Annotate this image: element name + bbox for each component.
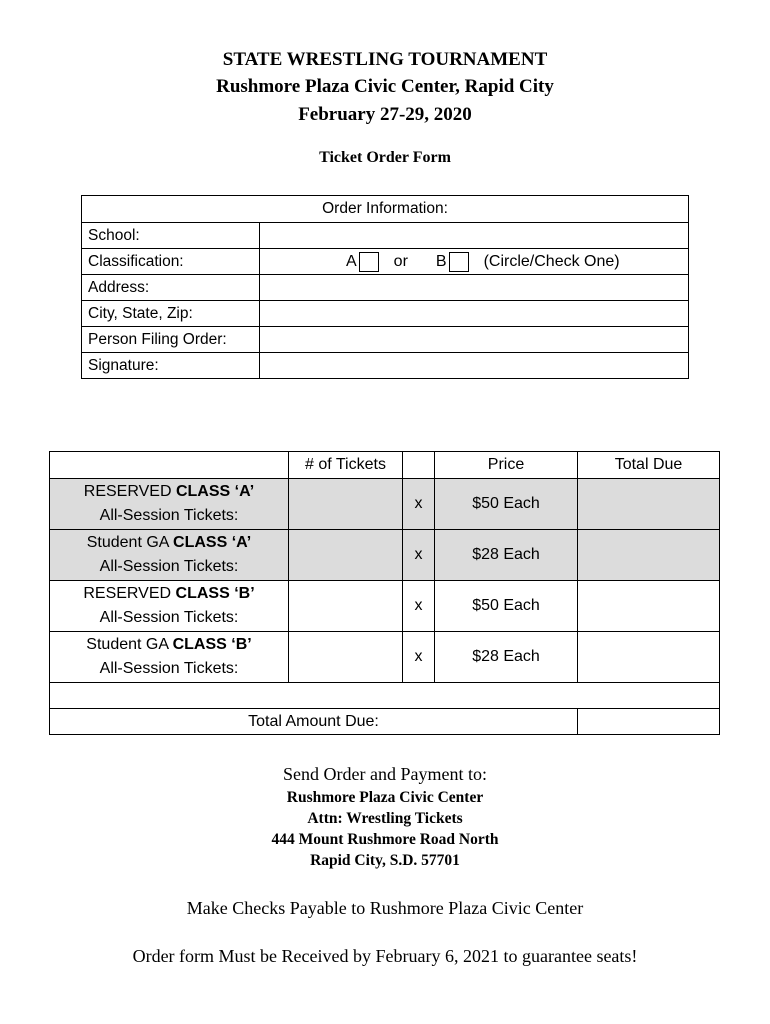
total-amount-row xyxy=(50,708,719,734)
address-row xyxy=(82,274,688,300)
address-line-3: 444 Mount Rushmore Road North xyxy=(271,831,499,848)
classification-row xyxy=(82,248,688,274)
ticket-row-student-a xyxy=(50,529,719,580)
ticket-session: All-Session Tickets: xyxy=(99,507,239,524)
ticket-class: CLASS ‘B’ xyxy=(172,636,252,653)
header-mult-blank xyxy=(403,452,435,478)
multiply-sign: x xyxy=(403,479,435,529)
order-info-title: Order Information: xyxy=(322,200,448,217)
school-field[interactable] xyxy=(260,223,688,248)
city-state-zip-field[interactable] xyxy=(260,301,688,326)
multiply-sign: x xyxy=(403,581,435,631)
person-filing-field[interactable] xyxy=(260,327,688,352)
order-info-title-row xyxy=(82,196,688,222)
form-title: Ticket Order Form xyxy=(319,149,451,166)
num-tickets-field[interactable] xyxy=(289,632,403,682)
ticket-type: RESERVED xyxy=(83,585,176,602)
ticket-class: CLASS ‘A’ xyxy=(175,483,255,500)
header-blank xyxy=(50,452,289,478)
ticket-label xyxy=(50,479,289,529)
ticket-type: Student GA xyxy=(86,636,173,653)
circle-check-note: (Circle/Check One) xyxy=(483,252,620,270)
address-label: Address: xyxy=(82,275,260,300)
num-tickets-field[interactable] xyxy=(289,581,403,631)
signature-field[interactable] xyxy=(260,353,688,378)
title-line-2: Rushmore Plaza Civic Center, Rapid City xyxy=(216,76,554,97)
header-price: Price xyxy=(435,452,578,478)
ticket-session: All-Session Tickets: xyxy=(99,609,239,626)
ticket-row-reserved-b xyxy=(50,580,719,631)
ticket-row-reserved-a xyxy=(50,478,719,529)
total-due-field[interactable] xyxy=(578,479,719,529)
multiply-sign: x xyxy=(403,530,435,580)
ticket-class: CLASS ‘B’ xyxy=(175,585,255,602)
deadline-note: Order form Must be Received by February 6, 2021 to guarantee seats! xyxy=(132,946,638,966)
total-due-field[interactable] xyxy=(578,581,719,631)
signature-row xyxy=(82,352,688,378)
class-a-checkbox[interactable] xyxy=(359,252,379,272)
person-filing-label: Person Filing Order: xyxy=(82,327,260,352)
title-line-1: STATE WRESTLING TOURNAMENT xyxy=(222,49,548,70)
person-filing-row xyxy=(82,326,688,352)
school-label: School: xyxy=(82,223,260,248)
ticket-row-student-b xyxy=(50,631,719,682)
total-amount-label: Total Amount Due: xyxy=(50,709,578,734)
num-tickets-field[interactable] xyxy=(289,479,403,529)
classification-field xyxy=(260,249,688,274)
total-due-field[interactable] xyxy=(578,632,719,682)
school-row xyxy=(82,222,688,248)
ticket-session: All-Session Tickets: xyxy=(99,558,239,575)
ticket-label xyxy=(50,632,289,682)
header-total-due: Total Due xyxy=(614,456,683,473)
send-to-heading: Send Order and Payment to: xyxy=(283,764,487,784)
city-state-zip-row xyxy=(82,300,688,326)
ticket-type: Student GA xyxy=(86,534,174,551)
city-state-zip-label: City, State, Zip: xyxy=(82,301,260,326)
class-b-label: B xyxy=(435,252,447,270)
class-a-label: A xyxy=(346,252,357,270)
address-line-4: Rapid City, S.D. 57701 xyxy=(310,852,460,869)
signature-label: Signature: xyxy=(82,353,260,378)
ticket-class: CLASS ‘A’ xyxy=(173,534,252,551)
address-field[interactable] xyxy=(260,275,688,300)
ticket-label xyxy=(50,581,289,631)
ticket-price: $28 Each xyxy=(435,530,578,580)
ticket-label xyxy=(50,530,289,580)
total-due-field[interactable] xyxy=(578,530,719,580)
empty-row xyxy=(50,682,719,708)
ticket-table xyxy=(49,451,720,735)
num-tickets-field[interactable] xyxy=(289,530,403,580)
address-line-2: Attn: Wrestling Tickets xyxy=(307,810,463,827)
order-information-table xyxy=(81,195,689,379)
payable-note: Make Checks Payable to Rushmore Plaza Civic Center xyxy=(186,898,584,918)
title-line-3: February 27-29, 2020 xyxy=(298,104,472,125)
address-line-1: Rushmore Plaza Civic Center xyxy=(286,789,484,806)
header-num-tickets: # of Tickets xyxy=(289,452,403,478)
ticket-header-row xyxy=(50,452,719,478)
ticket-price: $28 Each xyxy=(435,632,578,682)
class-b-checkbox[interactable] xyxy=(449,252,469,272)
or-text: or xyxy=(393,252,408,270)
ticket-type: RESERVED xyxy=(83,483,176,500)
ticket-price: $50 Each xyxy=(435,479,578,529)
multiply-sign: x xyxy=(403,632,435,682)
total-amount-field[interactable] xyxy=(578,709,719,734)
ticket-session: All-Session Tickets: xyxy=(99,660,239,677)
classification-label: Classification: xyxy=(82,249,260,274)
ticket-price: $50 Each xyxy=(435,581,578,631)
